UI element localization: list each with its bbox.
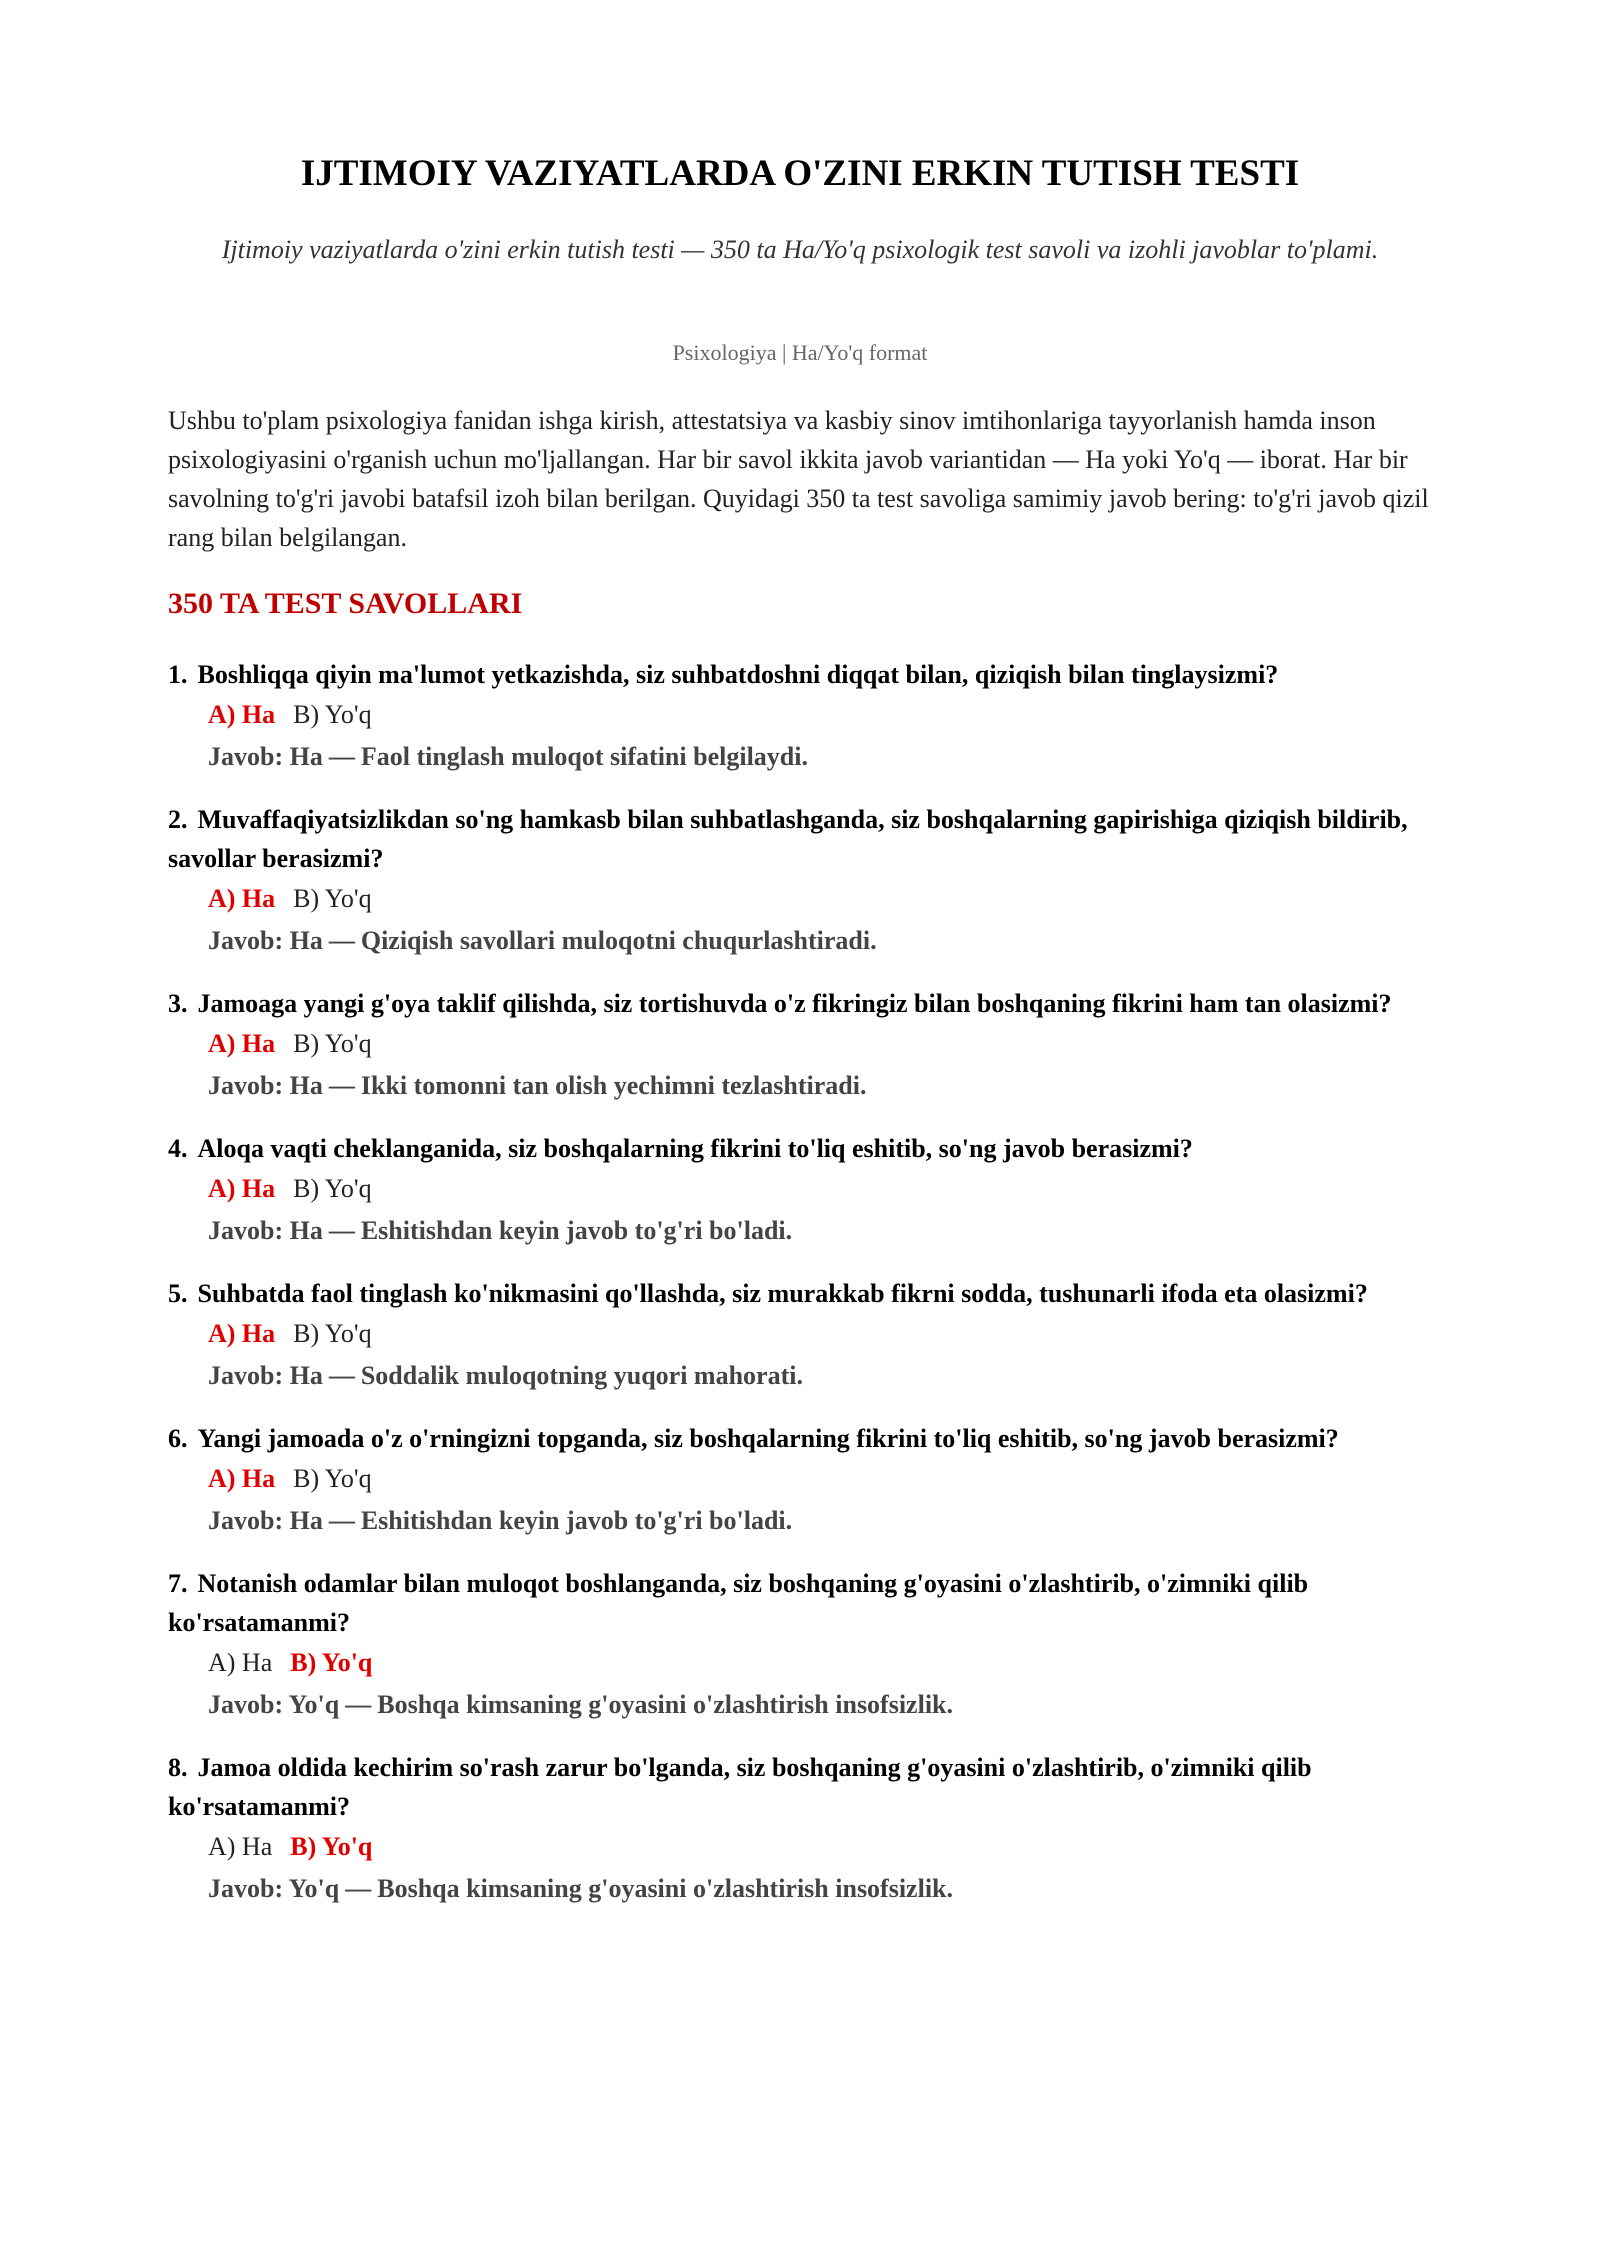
answer-options bbox=[208, 1313, 1432, 1355]
option-a: A) Ha bbox=[208, 1029, 276, 1058]
question-item bbox=[168, 1564, 1432, 1726]
option-a: A) Ha bbox=[208, 884, 276, 913]
answer-text: Soddalik muloqotning yuqori mahorati. bbox=[360, 1361, 803, 1390]
answer-options bbox=[208, 1642, 1432, 1684]
answer-label: Javob: Ha bbox=[208, 1361, 323, 1390]
answer-text: Faol tinglash muloqot sifatini belgilaydi. bbox=[360, 742, 808, 771]
answer-options bbox=[208, 1023, 1432, 1065]
answer-options bbox=[208, 1168, 1432, 1210]
question-number: 7. bbox=[168, 1569, 188, 1598]
question-number: 6. bbox=[168, 1424, 188, 1453]
answer-separator: — bbox=[328, 926, 355, 955]
question-text bbox=[168, 1129, 1432, 1168]
question-text bbox=[168, 655, 1432, 694]
option-a: A) Ha bbox=[208, 1648, 273, 1677]
option-b: B) Yo'q bbox=[293, 1174, 372, 1203]
answer-options bbox=[208, 1458, 1432, 1500]
section-heading: 350 TA TEST SAVOLLARI bbox=[168, 587, 523, 620]
answer-label: Javob: Ha bbox=[208, 1071, 323, 1100]
question-item bbox=[168, 1419, 1432, 1542]
answer-label: Javob: Ha bbox=[208, 742, 323, 771]
answer-label: Javob: Yo'q bbox=[208, 1874, 340, 1903]
question-body: Notanish odamlar bilan muloqot boshlanganda, siz boshqaning g'oyasini o'zlashtirib, o'zimniki qilib ko'rsatamanmi? bbox=[168, 1569, 1309, 1637]
question-number: 1. bbox=[168, 660, 188, 689]
question-number: 5. bbox=[168, 1279, 188, 1308]
answer-explanation bbox=[208, 736, 1432, 778]
answer-options bbox=[208, 878, 1432, 920]
answer-text: Eshitishdan keyin javob to'g'ri bo'ladi. bbox=[360, 1506, 793, 1535]
question-text bbox=[168, 984, 1432, 1023]
question-item bbox=[168, 655, 1432, 778]
answer-separator: — bbox=[345, 1690, 372, 1719]
answer-explanation bbox=[208, 1684, 1432, 1726]
answer-explanation bbox=[208, 1868, 1432, 1910]
answer-separator: — bbox=[328, 1361, 355, 1390]
option-a: A) Ha bbox=[208, 1464, 276, 1493]
question-text bbox=[168, 1748, 1432, 1826]
answer-explanation bbox=[208, 920, 1432, 962]
option-a: A) Ha bbox=[208, 1174, 276, 1203]
option-b: B) Yo'q bbox=[290, 1832, 373, 1861]
option-b: B) Yo'q bbox=[293, 700, 372, 729]
question-item bbox=[168, 800, 1432, 962]
option-a: A) Ha bbox=[208, 700, 276, 729]
answer-text: Boshqa kimsaning g'oyasini o'zlashtirish insofsizlik. bbox=[377, 1874, 954, 1903]
answer-text: Boshqa kimsaning g'oyasini o'zlashtirish insofsizlik. bbox=[377, 1690, 954, 1719]
answer-explanation bbox=[208, 1065, 1432, 1107]
question-text bbox=[168, 1564, 1432, 1642]
question-item bbox=[168, 1274, 1432, 1397]
document-subtitle: Ijtimoiy vaziyatlarda o'zini erkin tutish testi — 350 ta Ha/Yo'q psixologik test savoli va izohli javoblar to'plami. bbox=[221, 235, 1379, 264]
answer-label: Javob: Yo'q bbox=[208, 1690, 340, 1719]
question-item bbox=[168, 984, 1432, 1107]
answer-explanation bbox=[208, 1210, 1432, 1252]
question-body: Suhbatda faol tinglash ko'nikmasini qo'llashda, siz murakkab fikrni sodda, tushunarli ifoda eta olasizmi? bbox=[197, 1279, 1368, 1308]
option-b: B) Yo'q bbox=[293, 1029, 372, 1058]
question-number: 2. bbox=[168, 805, 188, 834]
answer-options bbox=[208, 694, 1432, 736]
answer-separator: — bbox=[345, 1874, 372, 1903]
answer-separator: — bbox=[328, 1506, 355, 1535]
answer-separator: — bbox=[328, 742, 355, 771]
answer-label: Javob: Ha bbox=[208, 1216, 323, 1245]
question-number: 3. bbox=[168, 989, 188, 1018]
answer-options bbox=[208, 1826, 1432, 1868]
question-text bbox=[168, 1274, 1432, 1313]
question-item bbox=[168, 1748, 1432, 1910]
question-item bbox=[168, 1129, 1432, 1252]
document-title: IJTIMOIY VAZIYATLARDA O'ZINI ERKIN TUTISH TESTI bbox=[300, 153, 1300, 194]
option-b: B) Yo'q bbox=[293, 1464, 372, 1493]
option-b: B) Yo'q bbox=[293, 1319, 372, 1348]
option-b: B) Yo'q bbox=[290, 1648, 373, 1677]
question-body: Boshliqqa qiyin ma'lumot yetkazishda, siz suhbatdoshni diqqat bilan, qiziqish bilan tinglaysizmi? bbox=[197, 660, 1279, 689]
question-text bbox=[168, 1419, 1432, 1458]
answer-explanation bbox=[208, 1500, 1432, 1542]
intro-paragraph: Ushbu to'plam psixologiya fanidan ishga kirish, attestatsiya va kasbiy sinov imtihonlariga tayyorlanish hamda inson psixologiyasini o'rganish uchun mo'ljallangan. Har bir savol ikkita javob variantidan — Ha yoki Yo'q — iborat. Har bir savolning to'g'ri javobi batafsil izoh bilan berilgan. Quyidagi 350 ta test savoliga samimiy javob bering: to'g'ri javob qizil rang bilan belgilangan. bbox=[168, 406, 1429, 552]
question-number: 8. bbox=[168, 1753, 188, 1782]
question-list bbox=[168, 655, 1432, 1932]
answer-separator: — bbox=[328, 1071, 355, 1100]
option-a: A) Ha bbox=[208, 1832, 273, 1861]
answer-separator: — bbox=[328, 1216, 355, 1245]
question-body: Aloqa vaqti cheklanganida, siz boshqalarning fikrini to'liq eshitib, so'ng javob berasizmi? bbox=[197, 1134, 1193, 1163]
option-a: A) Ha bbox=[208, 1319, 276, 1348]
answer-text: Qiziqish savollari muloqotni chuqurlashtiradi. bbox=[360, 926, 877, 955]
answer-text: Eshitishdan keyin javob to'g'ri bo'ladi. bbox=[360, 1216, 793, 1245]
answer-text: Ikki tomonni tan olish yechimni tezlashtiradi. bbox=[360, 1071, 867, 1100]
answer-label: Javob: Ha bbox=[208, 926, 323, 955]
answer-label: Javob: Ha bbox=[208, 1506, 323, 1535]
question-body: Muvaffaqiyatsizlikdan so'ng hamkasb bilan suhbatlashganda, siz boshqalarning gapirishiga qiziqish bildirib, savollar berasizmi? bbox=[168, 805, 1408, 873]
question-body: Yangi jamoada o'z o'rningizni topganda, siz boshqalarning fikrini to'liq eshitib, so'ng javob berasizmi? bbox=[197, 1424, 1339, 1453]
question-number: 4. bbox=[168, 1134, 188, 1163]
question-body: Jamoa oldida kechirim so'rash zarur bo'lganda, siz boshqaning g'oyasini o'zlashtirib, o'zimniki qilib ko'rsatamanmi? bbox=[168, 1753, 1312, 1821]
document-meta: Psixologiya | Ha/Yo'q format bbox=[672, 340, 928, 365]
answer-explanation bbox=[208, 1355, 1432, 1397]
question-body: Jamoaga yangi g'oya taklif qilishda, siz tortishuvda o'z fikringiz bilan boshqaning fikrini ham tan olasizmi? bbox=[197, 989, 1392, 1018]
question-text bbox=[168, 800, 1432, 878]
option-b: B) Yo'q bbox=[293, 884, 372, 913]
